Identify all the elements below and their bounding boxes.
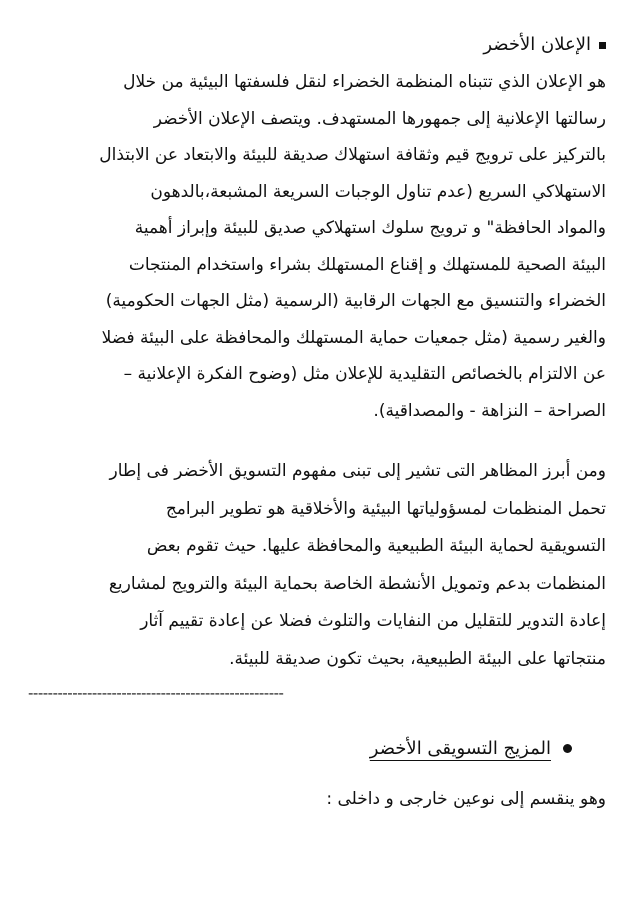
section-heading-row [28,738,572,759]
paragraph-line: والغير رسمية (مثل جمعيات حماية المستهلك والمحافظة على البيئة فضلا [101,327,606,348]
paragraph-line: الاستهلاكي السريع (عدم تناول الوجبات السريعة المشبعة،بالدهون [150,181,606,202]
paragraph-line: عن الالتزام بالخصائص التقليدية للإعلان مثل (وضوح الفكرة الإعلانية – [123,364,606,384]
paragraph-line: منتجاتها على البيئة الطبيعية، بحيث تكون صديقة للبيئة. [229,648,606,669]
paragraph-line: تحمل المنظمات لمسؤولياتها البيئية والأخلاقية هو تطوير البرامج [165,498,606,519]
heading-text: الإعلان الأخضر [483,34,591,55]
paragraph-line: الصراحة – النزاهة - والمصداقية). [373,400,606,421]
paragraph-line: إعادة التدوير للتقليل من النفايات والتلوث فضلا عن إعادة تقييم آثار [140,611,606,631]
paragraph-line: بالتركيز على ترويج قيم وثقافة استهلاك صديقة للبيئة والابتعاد عن الابتذال [99,145,606,165]
heading-row [28,30,606,60]
paragraph-line: المنظمات بدعم وتمويل الأنشطة الخاصة بحماية البيئة والترويج لمشاريع [108,573,606,594]
paragraph-1 [28,64,606,429]
paragraph-line: رسالتها الإعلانية إلى جمهورها المستهدف. ويتصف الإعلان الأخضر [153,108,606,129]
separator-line: ---------------------------------------------------- [28,684,284,702]
paragraph-line: هو الإعلان الذي تتبناه المنظمة الخضراء لنقل فلسفتها البيئية من خلال [123,72,606,92]
square-bullet-icon [599,42,606,49]
paragraph-2 [28,453,606,678]
closing-line: وهو ينقسم إلى نوعين خارجى و داخلى : [326,789,606,809]
section-title: المزيج التسويقى الأخضر [369,738,551,759]
paragraph-line: الخضراء والتنسيق مع الجهات الرقابية (الرسمية (مثل الجهات الحكومية) [105,291,606,311]
paragraph-line: التسويقية لحماية البيئة الطبيعية والمحافظة عليها. حيث تقوم بعض [146,536,606,556]
paragraph-line: ومن أبرز المظاهر التى تشير إلى تبنى مفهوم التسويق الأخضر فى إطار [109,461,606,481]
paragraph-line: البيئة الصحية للمستهلك و إقناع المستهلك بشراء واستخدام المنتجات [128,254,606,275]
bullet-dot-icon [563,744,572,753]
paragraph-line: والمواد الحافظة" و ترويج سلوك استهلاكي صديق للبيئة وإبراز أهمية [134,218,606,238]
